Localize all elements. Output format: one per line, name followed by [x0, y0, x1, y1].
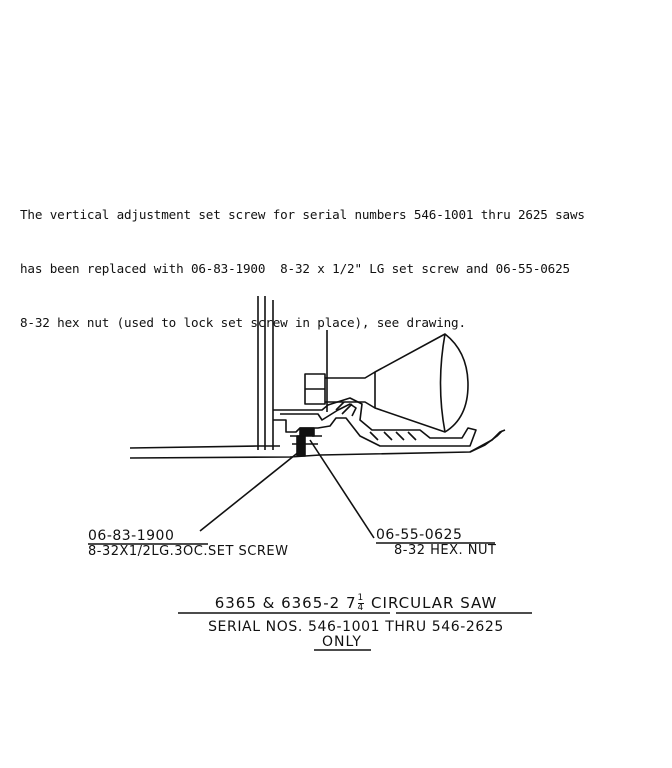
notice-line: has been replaced with 06-83-1900 8-32 x 1/2" LG set screw and 06-55-0625 [20, 261, 570, 276]
caption-fraction [358, 594, 365, 613]
knob-face [441, 334, 446, 432]
notice-line: 8-32 hex nut (used to lock set screw in place), see drawing. [20, 315, 466, 330]
caption-model: 6365 & 6365-2 7 [214, 594, 357, 612]
knob-shaft [325, 372, 375, 408]
fraction-numerator: 1 [357, 593, 365, 603]
hex-nut-part-number: 06-55-0625 [376, 527, 463, 543]
hex-nut [300, 428, 314, 436]
set-screw-description: 8-32X1/2LG.3OC.SET SCREW [88, 544, 289, 559]
caption-model-line [0, 594, 672, 613]
adjustment-knob [375, 334, 468, 432]
leader-line-set-screw [200, 451, 300, 531]
notice-line: The vertical adjustment set screw for serial numbers 546-1001 thru 2625 saws [20, 207, 585, 222]
hex-nut-description: 8-32 HEX. NUT [394, 543, 497, 558]
fraction-denominator: 4 [357, 603, 365, 613]
caption-serial-line: SERIAL NOS. 546-1001 THRU 546-2625 [208, 619, 504, 635]
set-screw-detail [290, 436, 322, 444]
set-screw-part-number: 06-83-1900 [88, 528, 175, 544]
caption-saw-name: CIRCULAR SAW [365, 594, 498, 612]
caption-only: ONLY [322, 634, 362, 650]
